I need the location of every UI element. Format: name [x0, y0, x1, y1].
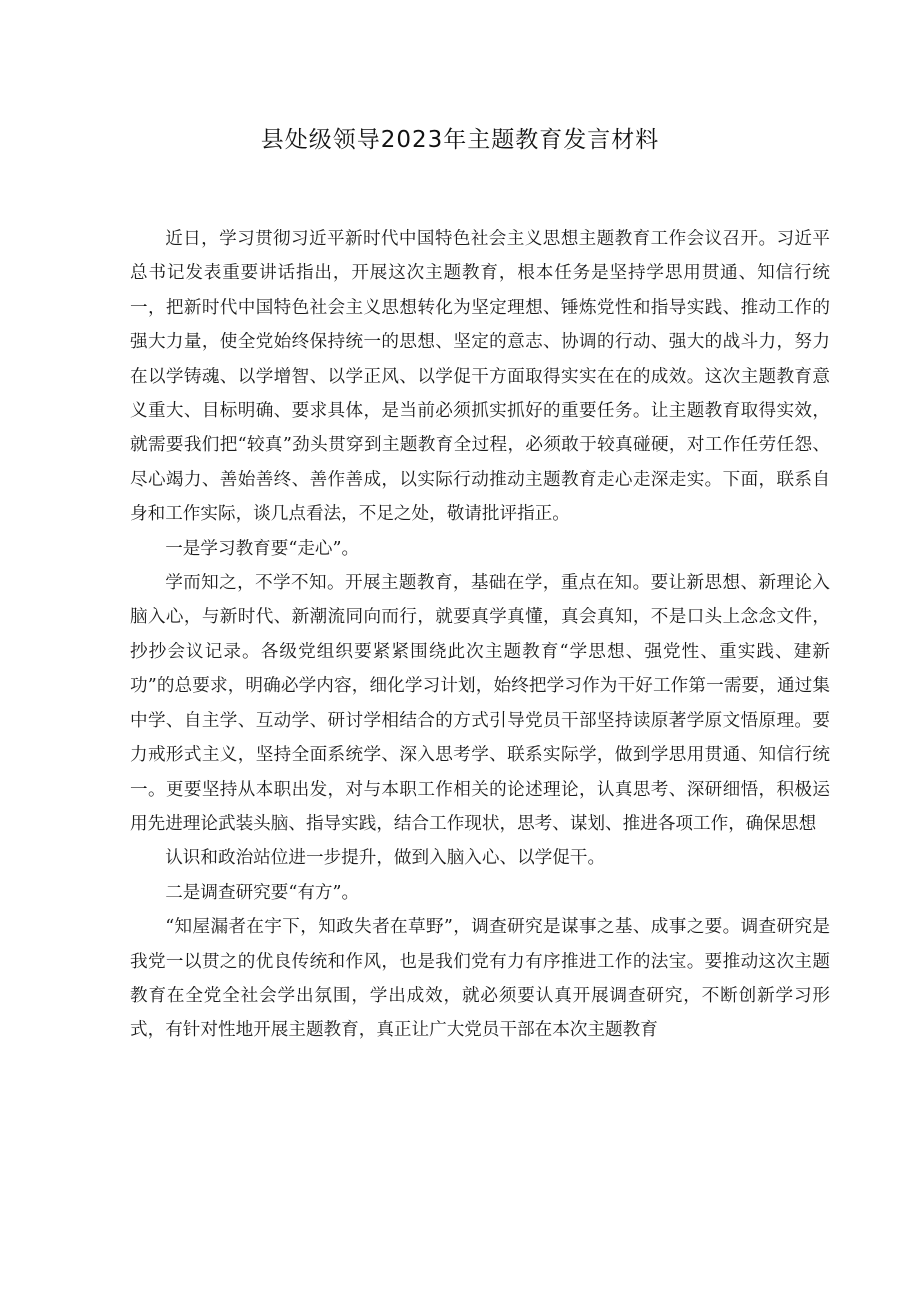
- document-title: 县处级领导2023年主题教育发言材料: [260, 127, 660, 153]
- paragraph-study: 学而知之，不学不知。开展主题教育，基础在学，重点在知。要让新思想、新理论入脑入心，与新时代、新潮流同向而行，就要真学真懂，真会真知，不是口头上念念文件，抄抄会议记录。各级党组织要紧紧围绕此次主题教育“学思想、强党性、重实践、建新功”的总要求，明确必学内容，细化学习计划，始终把学习作为干好工作第一需要，通过集中学、自主学、互动学、研讨学相结合的方式引导党员干部坚持读原著学原文悟原理。要力戒形式主义，坚持全面系统学、深入思考学、联系实际学，做到学思用贯通、知信行统一。更要坚持从本职出发，对与本职工作相关的论述理论，认真思考、深研细悟，积极运用先进理论武装头脑、指导实践，结合工作现状，思考、谋划、推进各项工作，确保思想: [130, 573, 830, 834]
- paragraph-intro: 近日，学习贯彻习近平新时代中国特色社会主义思想主题教育工作会议召开。习近平总书记发表重要讲话指出，开展这次主题教育，根本任务是坚持学思用贯通、知信行统一，把新时代中国特色社会主义思想转化为坚定理想、锤炼党性和指导实践、推动工作的强大力量，使全党始终保持统一的思想、坚定的意志、协调的行动、强大的战斗力，努力在以学铸魂、以学增智、以学正风、以学促干方面取得实实在在的成效。这次主题教育意义重大、目标明确、要求具体，是当前必须抓实抓好的重要任务。让主题教育取得实效，就需要我们把“较真”劲头贯穿到主题教育全过程，必须敢于较真碰硬，对工作任劳任怨、尽心竭力、善始善终、善作善成，以实际行动推动主题教育走心走深走实。下面，联系自身和工作实际，谈几点看法，不足之处，敬请批评指正。: [130, 229, 830, 525]
- section-heading-1: 一是学习教育要“走心”。: [165, 538, 360, 559]
- section-heading-2: 二是调查研究要“有方”。: [165, 882, 360, 903]
- paragraph-research: “知屋漏者在宇下，知政失者在草野”，调查研究是谋事之基、成事之要。调查研究是我党一以贯之的优良传统和作风，也是我们党有力有序推进工作的法宝。要推动这次主题教育在全党全社会学出氛围，学出成效，就必须要认真开展调查研究，不断创新学习形式，有针对性地开展主题教育，真正让广大党员干部在本次主题教育: [130, 917, 830, 1041]
- document-body: [130, 222, 830, 1048]
- paragraph-study-continued: 认识和政治站位进一步提升，做到入脑入心、以学促干。: [165, 848, 606, 869]
